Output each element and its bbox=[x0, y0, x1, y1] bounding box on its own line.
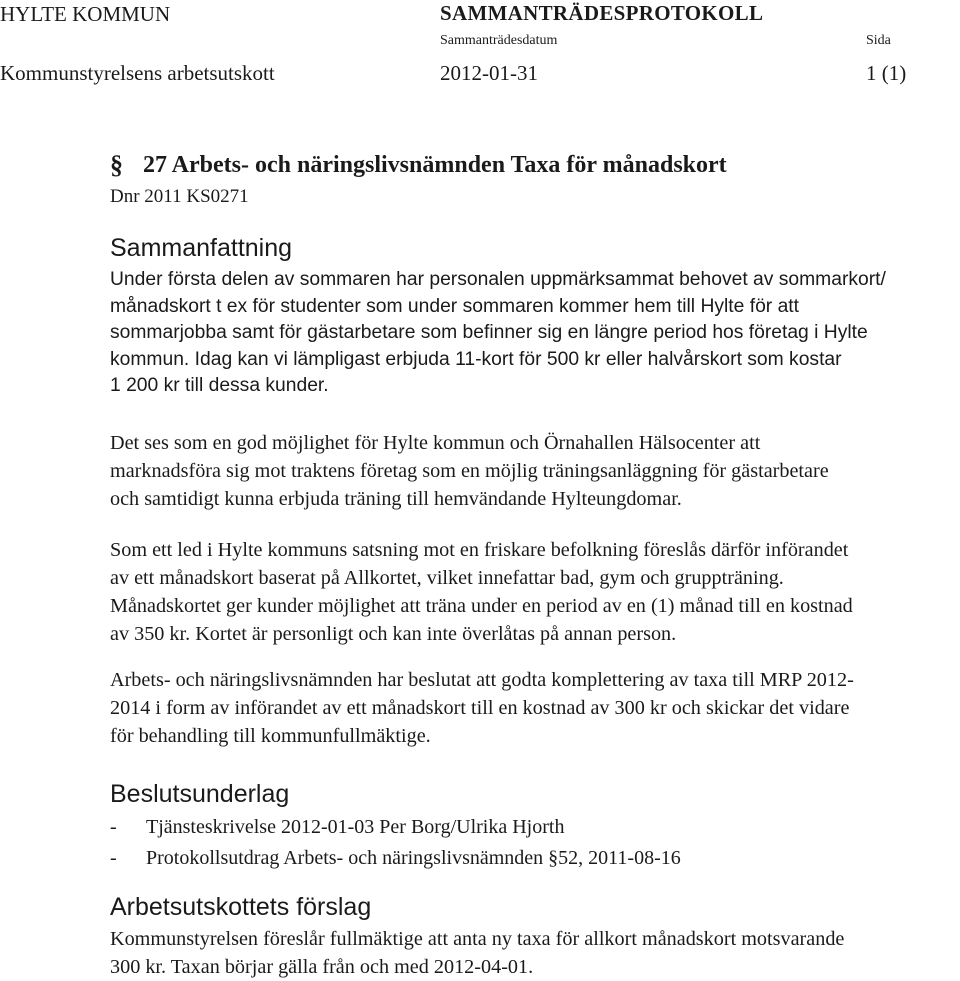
meeting-date: 2012-01-31 bbox=[440, 61, 538, 85]
text-line: för behandling till kommunfullmäktige. bbox=[110, 725, 431, 747]
text-line: sommarjobba samt för gästarbetare som befinner sig en längre period hos företag i Hylte bbox=[110, 322, 868, 344]
text-line: och samtidigt kunna erbjuda träning till hemvändande Hylteungdomar. bbox=[110, 488, 682, 510]
text-line: Arbets- och näringslivsnämnden har beslutat att godta komplettering av taxa till MRP 2012- bbox=[110, 669, 854, 691]
document-type: SAMMANTRÄDESPROTOKOLL bbox=[440, 1, 764, 25]
basis-heading: Beslutsunderlag bbox=[110, 780, 290, 808]
page-number: 1 (1) bbox=[866, 61, 907, 85]
list-dash: - bbox=[110, 816, 117, 838]
section-sign: § bbox=[110, 150, 123, 179]
meeting-date-label: Sammanträdesdatum bbox=[440, 33, 558, 48]
summary-paragraph-2 bbox=[110, 429, 958, 513]
list-item-text: Tjänsteskrivelse 2012-01-03 Per Borg/Ulrika Hjorth bbox=[146, 816, 565, 838]
committee-name: Kommunstyrelsens arbetsutskott bbox=[0, 61, 275, 85]
text-line: Månadskortet ger kunder möjlighet att träna under en period av en (1) månad till en kostnad bbox=[110, 595, 853, 617]
text-line: Under första delen av sommaren har personalen uppmärksammat behovet av sommarkort/ bbox=[110, 269, 886, 290]
basis-list bbox=[110, 812, 681, 874]
text-line: 2014 i form av införandet av ett månadskort till en kostnad av 300 kr och skickar det vidare bbox=[110, 697, 850, 719]
text-line: marknadsföra sig mot traktens företag som en möjlig träningsanläggning för gästarbetare bbox=[110, 460, 829, 482]
text-line: av ett månadskort baserat på Allkortet, vilket innefattar bad, gym och gruppträning. bbox=[110, 567, 784, 589]
proposal-heading: Arbetsutskottets förslag bbox=[110, 893, 372, 921]
summary-paragraph-3 bbox=[110, 536, 958, 648]
list-item bbox=[110, 812, 681, 843]
organization-name: HYLTE KOMMUN bbox=[0, 2, 171, 26]
list-item bbox=[110, 843, 681, 874]
text-line: månadskort t ex för studenter som under sommaren kommer hem till Hylte för att bbox=[110, 295, 800, 317]
text-line: Som ett led i Hylte kommuns satsning mot en friskare befolkning föreslås därför införandet bbox=[110, 539, 849, 561]
case-number: Dnr 2011 KS0271 bbox=[110, 186, 249, 207]
text-line: kommun. Idag kan vi lämpligast erbjuda 11-kort för 500 kr eller halvårskort som kostar bbox=[110, 348, 842, 370]
item-title: 27 Arbets- och näringslivsnämnden Taxa för månadskort bbox=[143, 152, 727, 178]
page-label: Sida bbox=[866, 33, 891, 48]
text-line: 1 200 kr till dessa kunder. bbox=[110, 375, 329, 397]
proposal-paragraph bbox=[110, 925, 958, 981]
summary-paragraph-4 bbox=[110, 666, 958, 750]
list-item-text: Protokollsutdrag Arbets- och näringslivsnämnden §52, 2011-08-16 bbox=[146, 847, 681, 869]
text-line: Kommunstyrelsen föreslår fullmäktige att anta ny taxa för allkort månadskort motsvarande bbox=[110, 928, 845, 950]
text-line: Det ses som en god möjlighet för Hylte kommun och Örnahallen Hälsocenter att bbox=[110, 432, 761, 454]
summary-paragraph-1 bbox=[110, 267, 958, 400]
text-line: 300 kr. Taxan börjar gälla från och med 2012-04-01. bbox=[110, 956, 534, 978]
text-line: av 350 kr. Kortet är personligt och kan inte överlåtas på annan person. bbox=[110, 623, 677, 645]
summary-heading: Sammanfattning bbox=[110, 234, 293, 262]
list-dash: - bbox=[110, 847, 117, 869]
